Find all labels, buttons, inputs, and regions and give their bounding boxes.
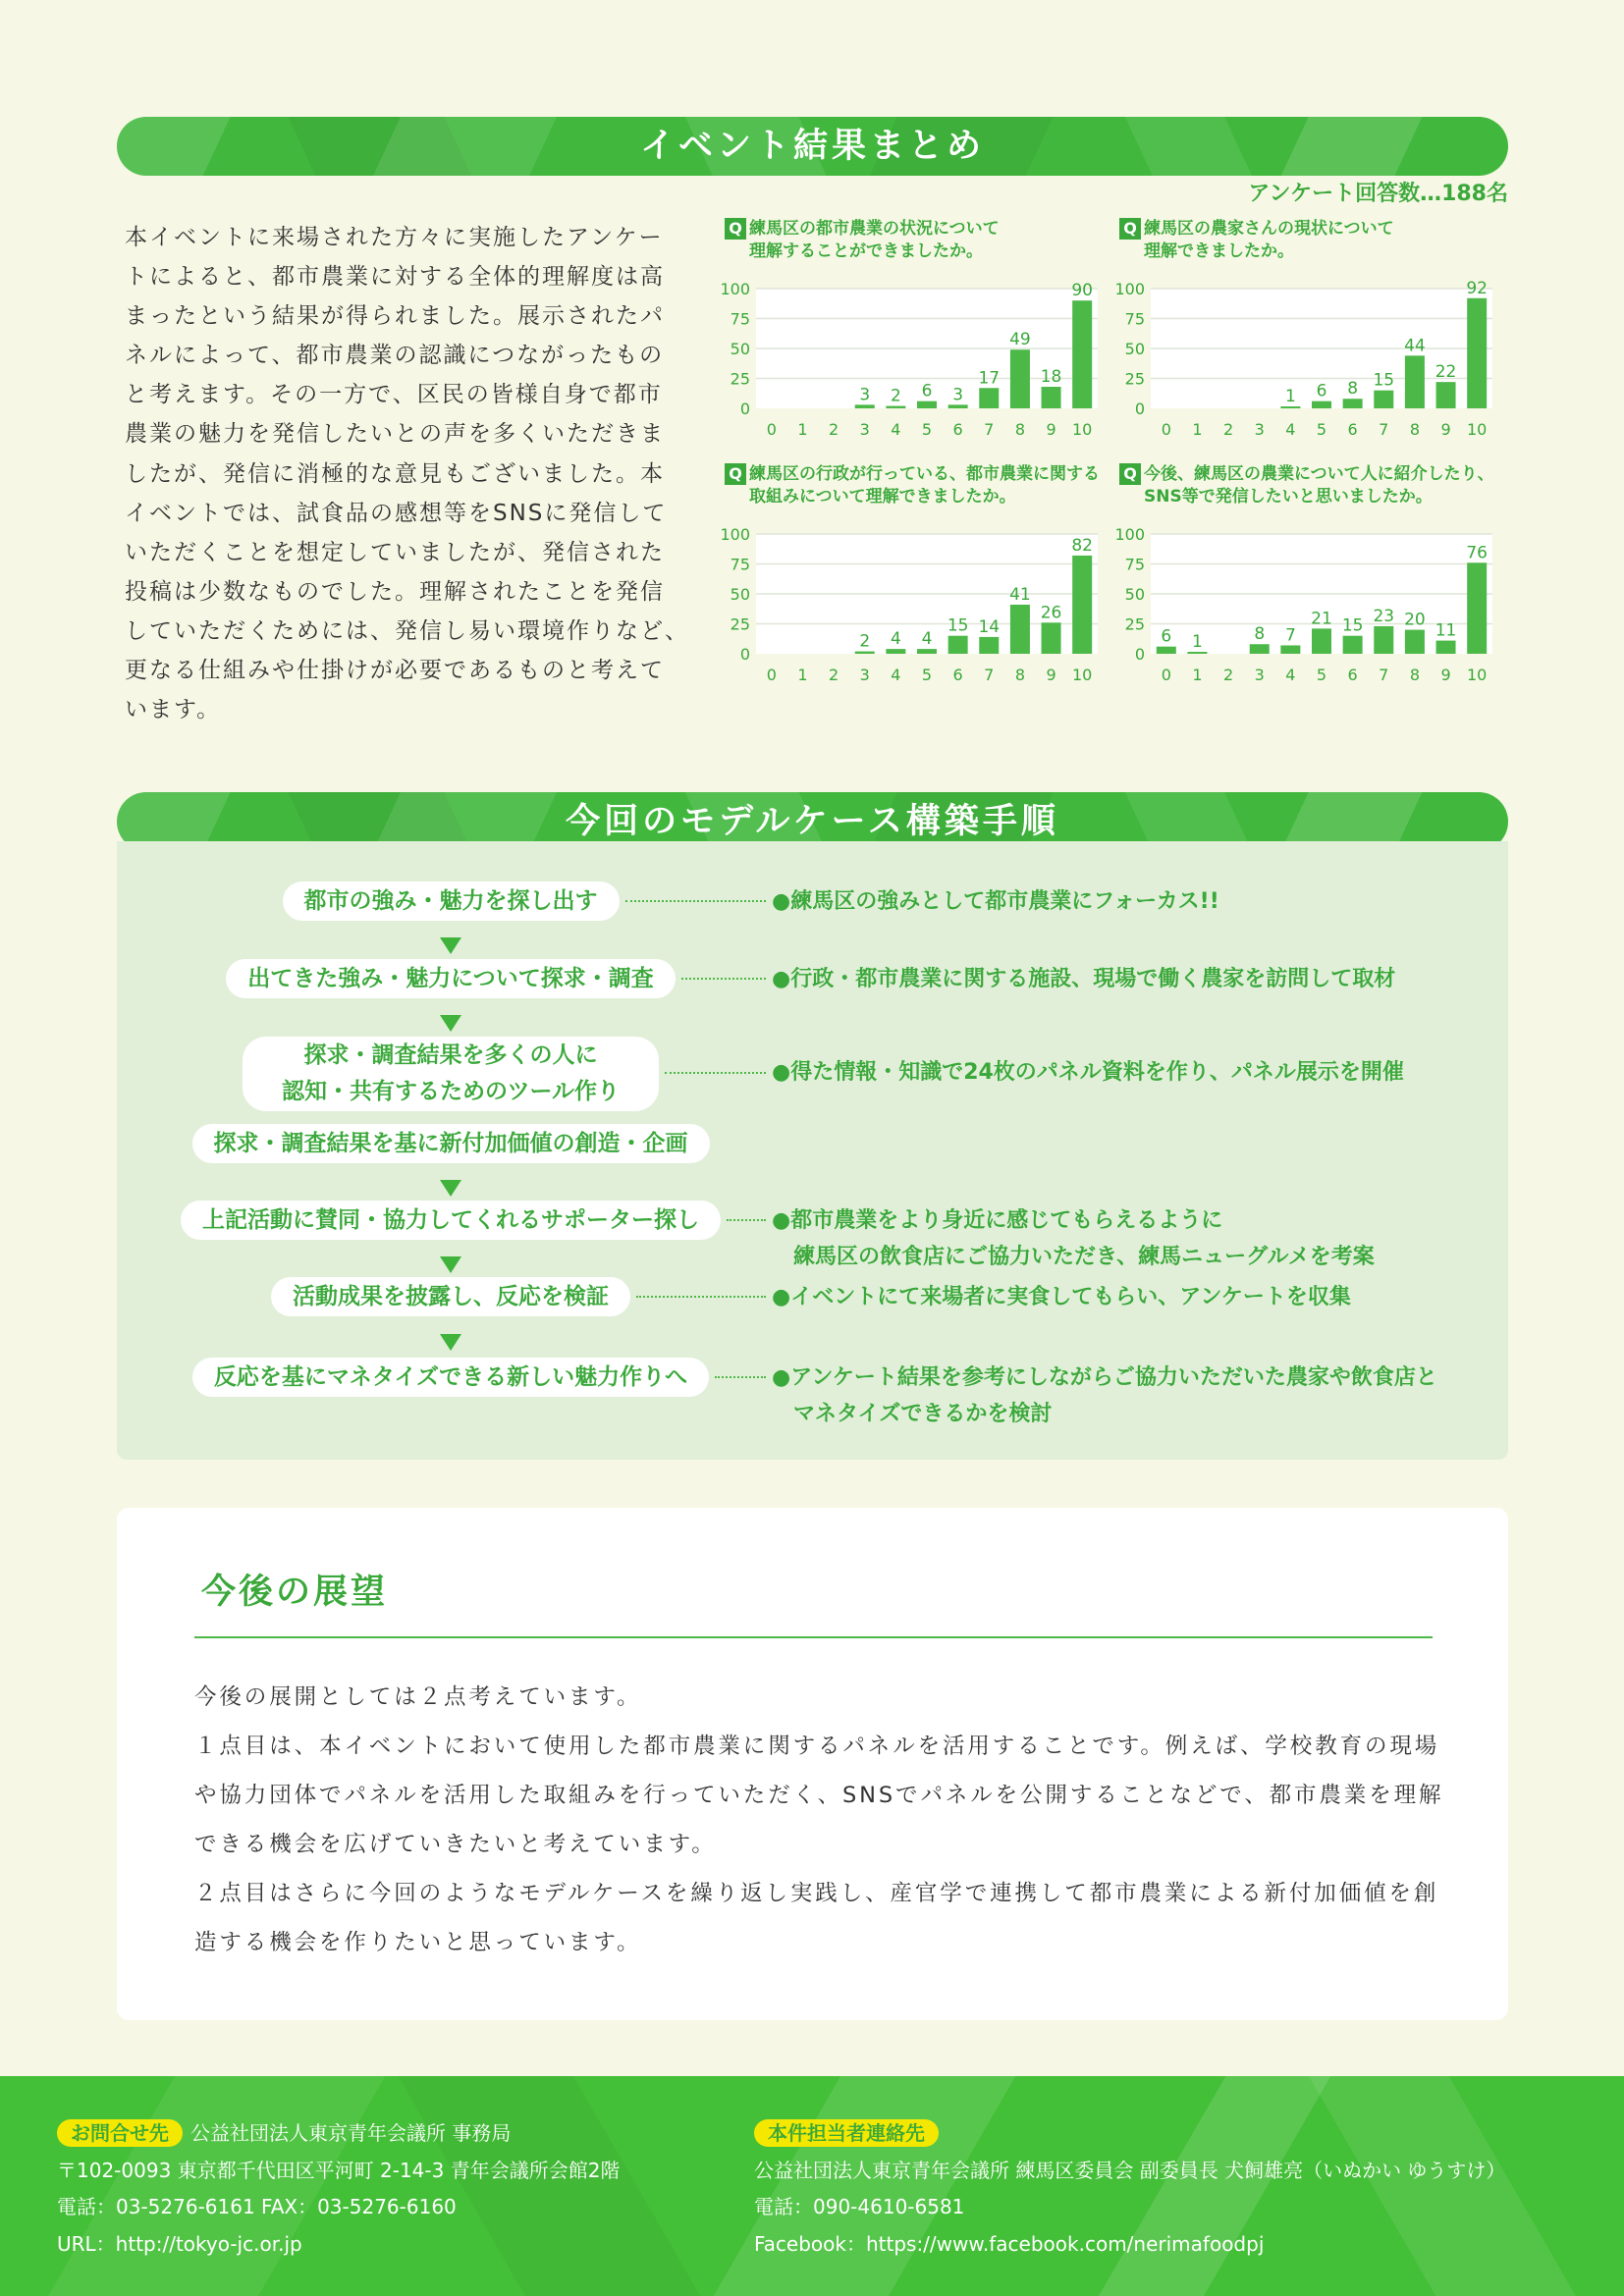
data-label: 21	[1311, 609, 1332, 629]
paragraph-line: １点目は、本イベントにおいて使用した都市農業に関するパネルを活用することです。例えば、学校教育の現場	[194, 1734, 1440, 1759]
down-arrow-icon	[440, 1015, 461, 1032]
step-row	[130, 1124, 1504, 1163]
y-tick-label: 0	[1134, 645, 1145, 664]
section-header-event-results: イベント結果まとめ	[117, 117, 1508, 176]
data-label: 22	[1435, 362, 1457, 383]
step-pill	[243, 1037, 659, 1111]
x-tick-label: 1	[1192, 420, 1203, 439]
x-tick-label: 7	[1379, 420, 1389, 439]
x-tick-label: 2	[828, 666, 839, 684]
chart-title-line: SNS等で発信したいと思いましたか。	[1144, 487, 1433, 507]
x-tick-label: 0	[1161, 666, 1171, 684]
x-tick-label: 5	[921, 420, 933, 439]
y-tick-label: 25	[730, 369, 750, 389]
bar	[1072, 300, 1092, 408]
question-icon: Q	[725, 218, 746, 240]
y-tick-label: 25	[1124, 614, 1145, 634]
paragraph-line: ２点目はさらに今回のようなモデルケースを繰り返し実践し、産官学で連携して都市農業による新付加価値を創	[194, 1881, 1439, 1906]
x-tick-label: 3	[859, 666, 870, 684]
chart-title	[725, 218, 1000, 263]
bar	[1042, 387, 1061, 408]
question-icon: Q	[1119, 218, 1141, 240]
chart-title-line: 取組みについて理解できましたか。	[749, 487, 1016, 507]
data-label: 15	[1373, 370, 1395, 391]
paragraph-line: ネルによって、都市農業の認識につながったもの	[125, 343, 665, 369]
bar	[1467, 562, 1487, 654]
paragraph-line: 造する機会を作りたいと思っています。	[194, 1930, 642, 1955]
x-tick-label: 1	[797, 666, 808, 684]
data-label: 1	[1284, 387, 1296, 406]
bar	[1280, 645, 1300, 654]
x-tick-label: 6	[1347, 420, 1358, 439]
x-tick-label: 6	[952, 666, 963, 684]
step-pill: 都市の強み・魅力を探し出す	[283, 881, 620, 921]
paragraph-line: できる機会を広げていきたいと考えています。	[194, 1832, 717, 1857]
person-tag: 本件担当者連絡先	[754, 2119, 939, 2147]
step-row	[130, 1277, 1504, 1316]
description-line: ●行政・都市農業に関する施設、現場で働く農家を訪問して取材	[772, 967, 1396, 991]
bar	[917, 401, 937, 408]
data-label: 90	[1071, 281, 1094, 301]
data-label: 49	[1009, 330, 1031, 350]
data-label: 92	[1466, 278, 1489, 298]
x-tick-label: 9	[1046, 420, 1056, 439]
step-row	[130, 1358, 1504, 1432]
x-tick-label: 8	[1014, 666, 1026, 684]
data-label: 11	[1435, 620, 1457, 641]
data-label: 23	[1373, 606, 1395, 626]
bar	[886, 406, 905, 408]
paragraph-line: と考えます。その一方で、区民の皆様自身で都市	[125, 382, 663, 408]
paragraph-line: 更なる仕組みや仕掛けが必要であるものと考えて	[125, 658, 665, 684]
down-arrow-icon	[440, 1180, 461, 1197]
bar	[1072, 556, 1092, 654]
bar	[1343, 636, 1363, 654]
y-tick-label: 100	[1114, 525, 1145, 544]
y-tick-label: 0	[739, 645, 750, 664]
y-tick-label: 0	[739, 400, 750, 418]
bar	[917, 649, 937, 654]
data-label: 76	[1466, 543, 1489, 563]
dotted-connector	[721, 1201, 772, 1240]
paragraph-line: 投稿は少数なものでした。理解されたことを発信	[125, 578, 665, 605]
chart-title	[725, 463, 1100, 508]
description-line: マネタイズできるかを検討	[793, 1402, 1053, 1426]
step-description	[772, 1360, 1437, 1432]
data-label: 6	[921, 381, 933, 401]
contact-org: 公益社団法人東京青年会議所 事務局	[190, 2121, 512, 2145]
paragraph-line: 本イベントに来場された方々に実施したアンケー	[125, 225, 664, 250]
x-tick-label: 9	[1046, 666, 1056, 684]
person-phone: 電話：090-4610-6581	[754, 2195, 965, 2218]
data-label: 8	[1254, 624, 1266, 645]
bar-chart	[1111, 275, 1499, 447]
y-tick-label: 75	[730, 309, 750, 329]
step-pill: 反応を基にマネタイズできる新しい魅力作りへ	[192, 1358, 709, 1397]
x-tick-label: 8	[1409, 420, 1421, 439]
person-name: 公益社団法人東京青年会議所 練馬区委員会 副委員長 犬飼雄亮（いぬかい ゆうすけ）	[754, 2158, 1506, 2182]
data-label: 2	[859, 631, 871, 652]
x-tick-label: 7	[984, 420, 995, 439]
bar-chart	[717, 520, 1105, 692]
paragraph-line: イベントでは、試食品の感想等をSNSに発信して	[125, 500, 668, 526]
paragraph-line: や協力団体でパネルを活用した取組みを行っていただく、SNSでパネルを公開することなどで、都市農業を理解	[194, 1783, 1444, 1808]
x-tick-label: 5	[921, 666, 933, 684]
bar	[1436, 641, 1456, 654]
x-tick-label: 4	[891, 420, 901, 439]
chart-title-line: 今後、練馬区の農業について人に紹介したり、	[1144, 464, 1494, 484]
y-tick-label: 50	[730, 585, 750, 604]
step-description	[772, 1279, 1351, 1315]
y-tick-label: 75	[730, 555, 750, 574]
step-pill: 出てきた強み・魅力について探求・調査	[226, 959, 676, 998]
paragraph-line: したが、発信に消極的な意見もございました。本	[125, 460, 665, 487]
y-tick-label: 75	[1124, 309, 1145, 329]
question-icon: Q	[725, 463, 746, 485]
paragraph-line: まったという結果が得られました。展示されたパ	[125, 303, 665, 330]
chart-title-line: 理解できましたか。	[1144, 241, 1294, 261]
spacer	[710, 1124, 773, 1163]
data-label: 15	[1341, 615, 1364, 636]
paragraph-line: いただくことを想定していましたが、発信された	[125, 539, 665, 565]
chart-title-line: 練馬区の行政が行っている、都市農業に関する	[749, 464, 1100, 484]
x-tick-label: 5	[1316, 666, 1327, 684]
bar	[1187, 652, 1207, 654]
y-tick-label: 75	[1124, 555, 1145, 574]
contact-address: 〒102-0093 東京都千代田区平河町 2-14-3 青年会議所会館2階	[57, 2158, 621, 2182]
bar	[1405, 355, 1425, 408]
x-tick-label: 7	[1379, 666, 1389, 684]
dotted-connector	[709, 1358, 772, 1397]
down-arrow-icon	[440, 937, 461, 954]
x-tick-label: 9	[1440, 666, 1451, 684]
bar	[1280, 406, 1300, 408]
bar	[1010, 349, 1030, 408]
description-line: ●練馬区の強みとして都市農業にフォーカス!!	[772, 889, 1219, 914]
bar	[979, 388, 999, 408]
data-label: 3	[859, 385, 871, 405]
data-label: 4	[890, 629, 901, 650]
dotted-connector	[659, 1037, 772, 1110]
step-description	[772, 1054, 1404, 1091]
x-tick-label: 10	[1072, 666, 1093, 684]
survey-count: アンケート回答数…188名	[1248, 182, 1508, 206]
dotted-connector	[620, 881, 773, 921]
dotted-connector	[630, 1277, 772, 1316]
bar	[1312, 628, 1331, 654]
x-tick-label: 6	[1347, 666, 1358, 684]
dotted-connector	[676, 959, 772, 998]
paragraph-line: います。	[125, 697, 222, 723]
bar	[1157, 647, 1176, 654]
step-row	[130, 881, 1504, 921]
data-label: 3	[952, 385, 964, 405]
step-row	[130, 1037, 1504, 1111]
x-tick-label: 2	[1222, 420, 1234, 439]
future-title: 今後の展望	[201, 1573, 389, 1612]
x-tick-label: 9	[1440, 420, 1451, 439]
step-pill: 探求・調査結果を基に新付加価値の創造・企画	[192, 1124, 710, 1163]
data-label: 41	[1009, 584, 1031, 605]
description-line: ●都市農業をより身近に感じてもらえるように	[772, 1208, 1223, 1233]
data-label: 18	[1040, 367, 1062, 388]
step-label-line: 探求・調査結果を多くの人に	[303, 1042, 598, 1068]
bar	[1250, 644, 1270, 654]
contact-phone: 電話：03-5276-6161 FAX：03-5276-6160	[57, 2195, 457, 2218]
data-label: 15	[947, 615, 969, 636]
y-tick-label: 100	[1114, 280, 1145, 298]
data-label: 2	[890, 386, 901, 406]
step-pill: 活動成果を披露し、反応を検証	[271, 1277, 630, 1316]
chart-title-line: 理解することができましたか。	[749, 241, 983, 261]
paragraph-line: 農業の魅力を発信したいとの声を多くいただきま	[125, 421, 665, 448]
bar	[1374, 391, 1393, 408]
x-tick-label: 0	[766, 666, 777, 684]
data-label: 26	[1040, 603, 1062, 623]
x-tick-label: 3	[1254, 420, 1265, 439]
results-paragraph	[125, 218, 694, 729]
step-row	[130, 959, 1504, 998]
x-tick-label: 0	[1161, 420, 1171, 439]
x-tick-label: 4	[891, 666, 901, 684]
bar	[979, 637, 999, 654]
bar	[1405, 630, 1425, 654]
y-tick-label: 50	[1124, 585, 1145, 604]
x-tick-label: 3	[1254, 666, 1265, 684]
paragraph-line: していただくためには、発信し易い環境作りなど、	[125, 617, 689, 644]
step-description	[772, 961, 1395, 997]
data-label: 8	[1347, 379, 1359, 400]
paragraph-line: 今後の展開としては２点考えています。	[194, 1684, 642, 1710]
future-outlook-card	[117, 1508, 1508, 2020]
data-label: 1	[1192, 632, 1203, 652]
future-paragraph	[194, 1673, 1443, 1967]
x-tick-label: 8	[1014, 420, 1026, 439]
bar	[1010, 605, 1030, 654]
x-tick-label: 10	[1467, 666, 1488, 684]
x-tick-label: 10	[1467, 420, 1488, 439]
step-label-line: 認知・共有するためのツール作り	[281, 1079, 621, 1104]
question-icon: Q	[1119, 463, 1141, 485]
contact-block	[57, 2115, 620, 2263]
step-description	[772, 883, 1219, 920]
x-tick-label: 7	[984, 666, 995, 684]
footer	[0, 2076, 1624, 2296]
x-tick-label: 1	[797, 420, 808, 439]
bar	[1343, 399, 1363, 408]
y-tick-label: 50	[730, 340, 750, 358]
data-label: 44	[1404, 336, 1426, 356]
x-tick-label: 5	[1316, 420, 1327, 439]
bar	[886, 649, 905, 654]
bar	[1374, 626, 1393, 654]
y-tick-label: 25	[1124, 369, 1145, 389]
y-tick-label: 100	[720, 525, 750, 544]
bar	[855, 404, 875, 408]
title-divider	[194, 1636, 1433, 1638]
contact-tag: お問合せ先	[57, 2119, 183, 2147]
paragraph-line: トによると、都市農業に対する全体的理解度は高	[125, 264, 665, 291]
x-tick-label: 6	[952, 420, 963, 439]
bar	[1042, 622, 1061, 654]
data-label: 6	[1316, 381, 1327, 401]
bar	[948, 636, 968, 654]
x-tick-label: 3	[859, 420, 870, 439]
bar	[1312, 401, 1331, 408]
bar	[1436, 382, 1456, 408]
x-tick-label: 2	[1222, 666, 1234, 684]
down-arrow-icon	[440, 1334, 461, 1351]
bar	[1467, 298, 1487, 408]
section-header-model-case: 今回のモデルケース構築手順	[117, 792, 1508, 851]
description-line: ●得た情報・知識で24枚のパネル資料を作り、パネル展示を開催	[772, 1060, 1404, 1085]
y-tick-label: 100	[720, 280, 750, 298]
x-tick-label: 4	[1285, 666, 1296, 684]
data-label: 7	[1284, 625, 1296, 646]
x-tick-label: 8	[1409, 666, 1421, 684]
y-tick-label: 50	[1124, 340, 1145, 358]
step-description	[772, 1202, 1375, 1275]
x-tick-label: 2	[828, 420, 839, 439]
data-label: 6	[1161, 626, 1172, 647]
data-label: 20	[1404, 610, 1426, 630]
y-tick-label: 0	[1134, 400, 1145, 418]
x-tick-label: 4	[1285, 420, 1296, 439]
chart-title	[1119, 463, 1494, 508]
data-label: 4	[921, 629, 933, 650]
x-tick-label: 10	[1072, 420, 1093, 439]
person-block	[754, 2115, 1505, 2263]
x-tick-label: 0	[766, 420, 777, 439]
bar	[855, 652, 875, 654]
chart-title	[1119, 218, 1394, 263]
data-label: 82	[1071, 535, 1094, 556]
description-line: ●アンケート結果を参考にしながらご協力いただいた農家や飲食店と	[772, 1365, 1437, 1390]
data-label: 17	[978, 368, 1001, 389]
description-line: 練馬区の飲食店にご協力いただき、練馬ニューグルメを考案	[793, 1245, 1375, 1269]
person-facebook[interactable]: Facebook：https://www.facebook.com/nerimafoodpj	[754, 2231, 1265, 2256]
bar	[948, 404, 968, 408]
bar-chart	[717, 275, 1105, 447]
description-line: ●イベントにて来場者に実食してもらい、アンケートを収集	[772, 1285, 1351, 1309]
x-tick-label: 1	[1192, 666, 1203, 684]
y-tick-label: 25	[730, 614, 750, 634]
contact-url[interactable]: URL：http://tokyo-jc.or.jp	[57, 2231, 302, 2256]
down-arrow-icon	[440, 1256, 461, 1273]
step-pill: 上記活動に賛同・協力してくれるサポーター探し	[181, 1201, 721, 1240]
step-row	[130, 1201, 1504, 1275]
bar-chart	[1111, 520, 1499, 692]
chart-title-line: 練馬区の都市農業の状況について	[749, 219, 1000, 239]
data-label: 14	[978, 616, 1001, 637]
chart-title-line: 練馬区の農家さんの現状について	[1144, 219, 1394, 239]
